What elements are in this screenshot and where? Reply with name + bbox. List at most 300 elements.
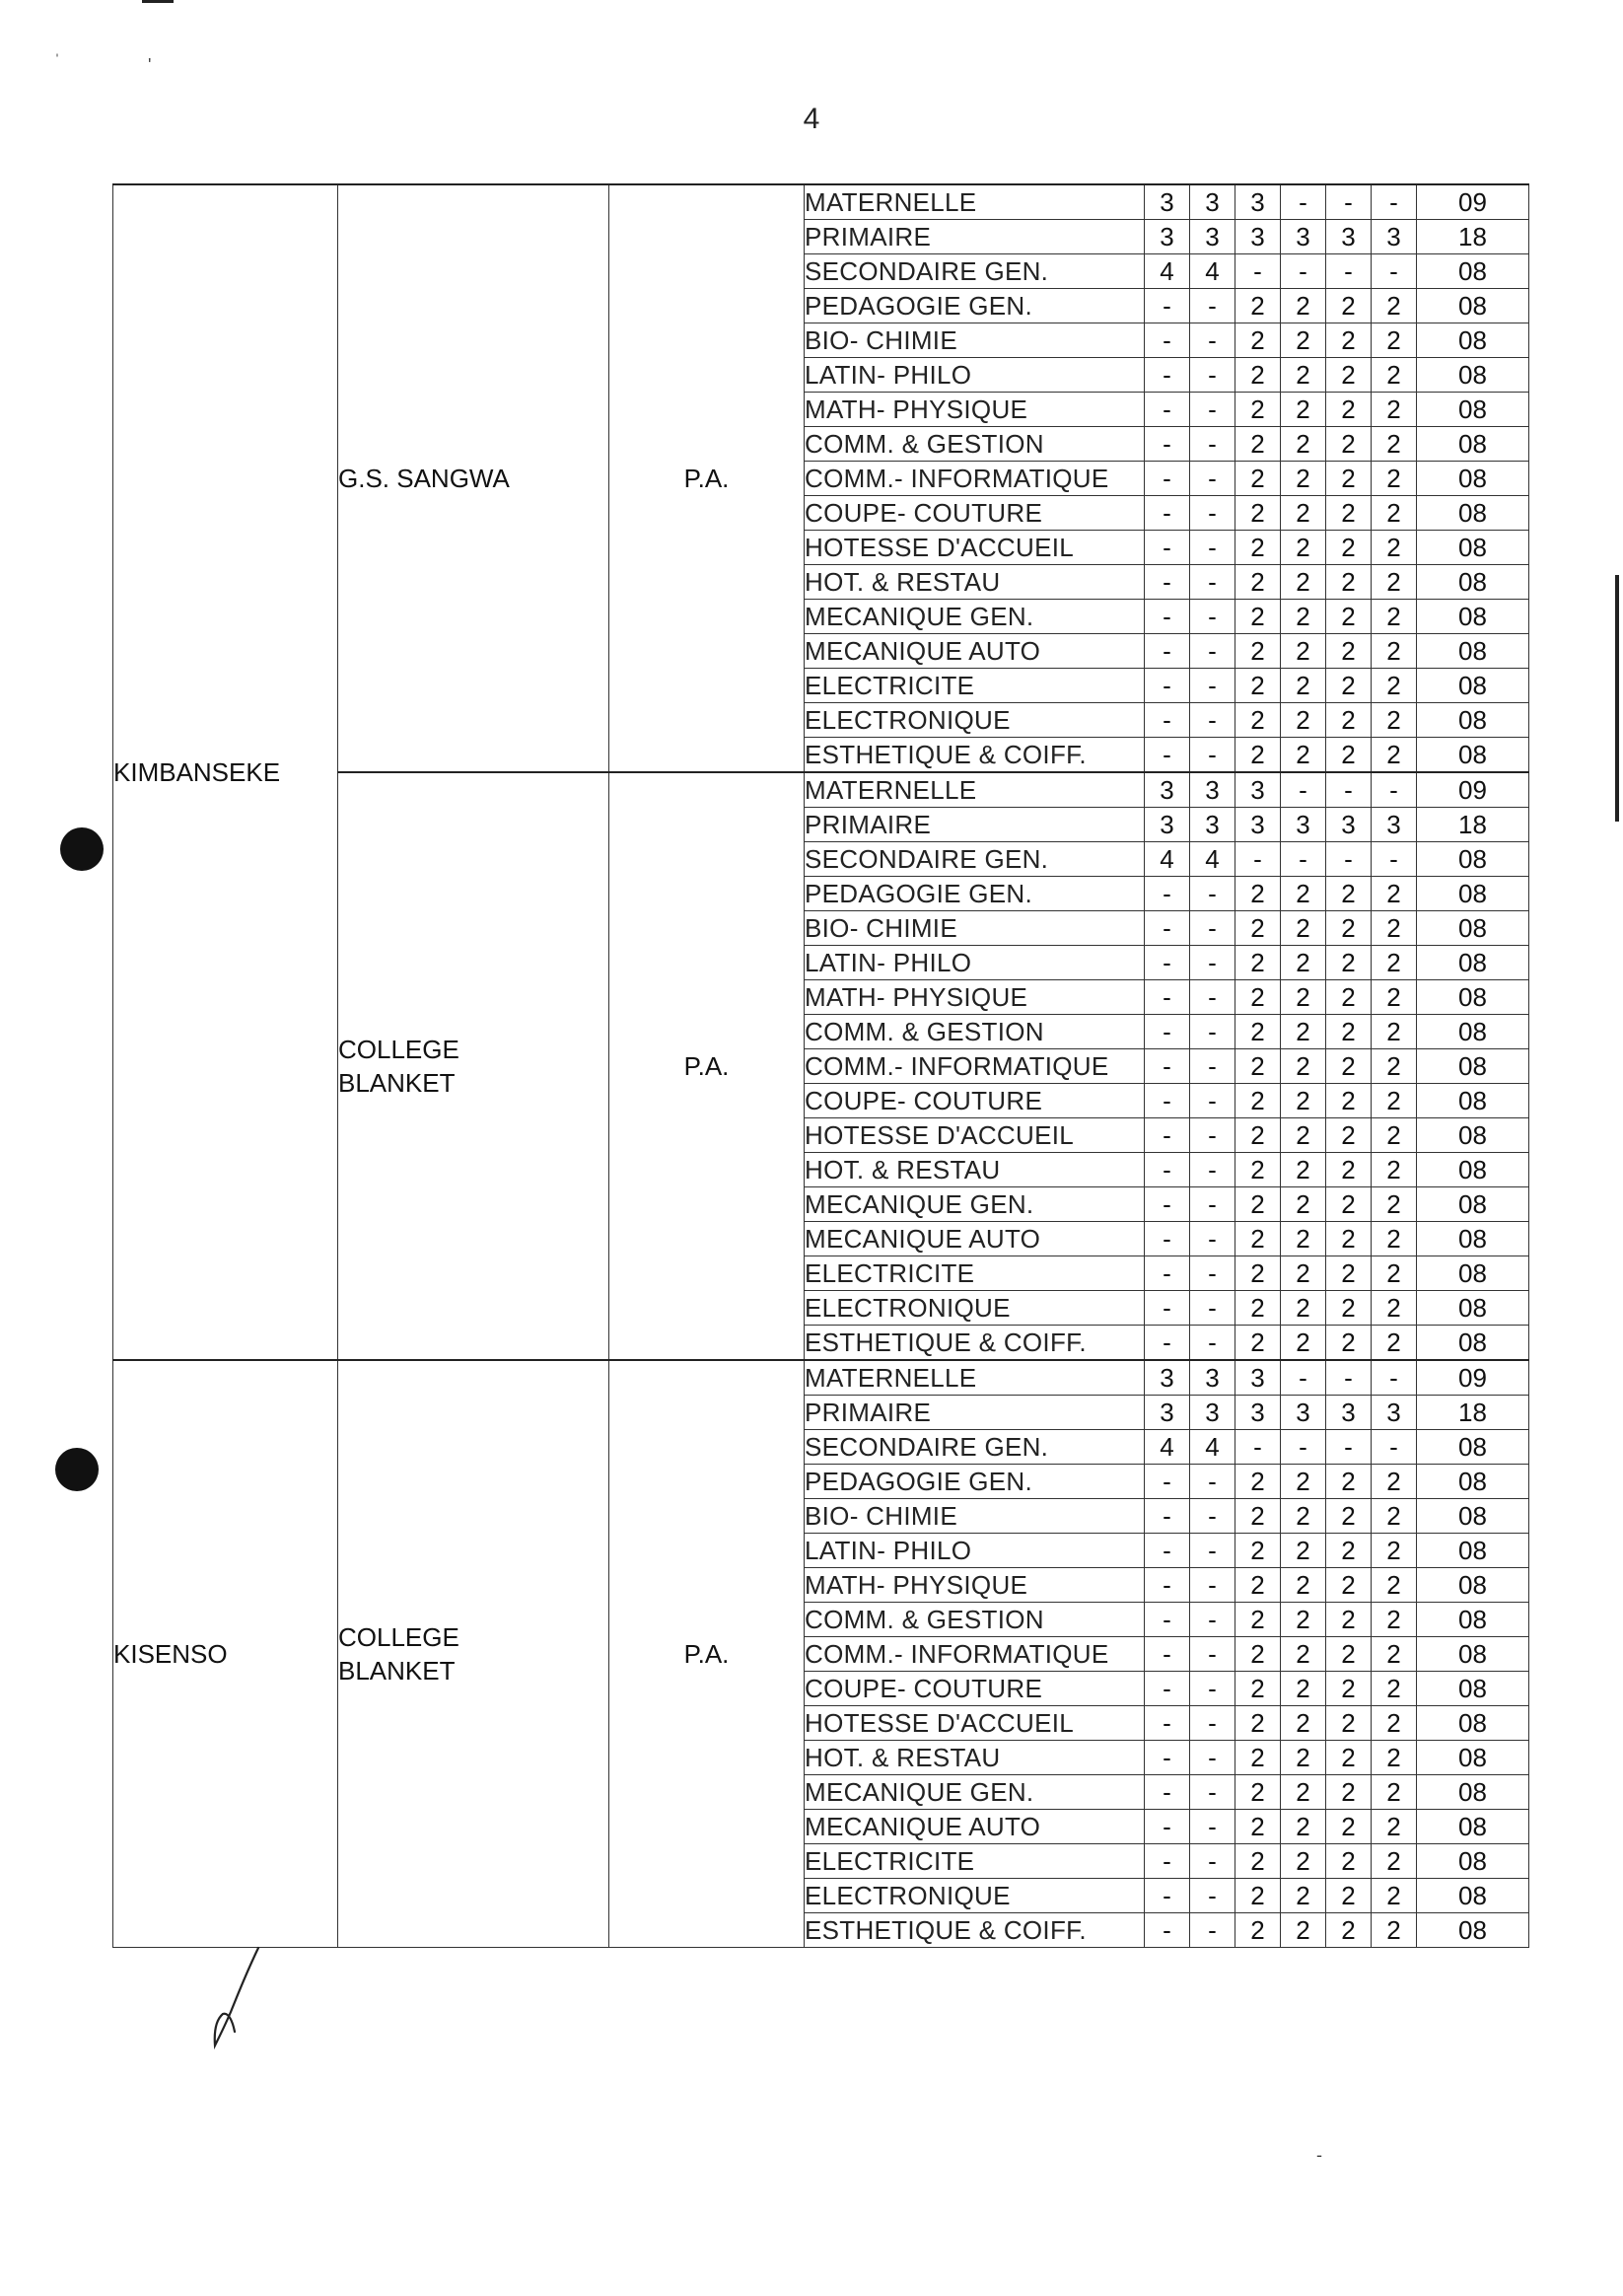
class-count-cell: 3 bbox=[1281, 1396, 1326, 1430]
class-count-cell: 2 bbox=[1235, 877, 1281, 911]
class-count-cell: 2 bbox=[1372, 565, 1417, 600]
class-count-cell: - bbox=[1190, 1672, 1235, 1706]
class-count-cell: 4 bbox=[1190, 1430, 1235, 1465]
section-name: ELECTRICITE bbox=[805, 1256, 1145, 1291]
class-count-cell: 2 bbox=[1326, 1153, 1372, 1187]
class-count-cell: - bbox=[1372, 184, 1417, 220]
class-count-cell: 3 bbox=[1190, 220, 1235, 254]
class-count-cell: 2 bbox=[1281, 1499, 1326, 1534]
class-count-cell: 2 bbox=[1326, 1879, 1372, 1913]
class-count-cell: 2 bbox=[1235, 946, 1281, 980]
class-count-cell: 3 bbox=[1190, 1396, 1235, 1430]
section-name: COUPE- COUTURE bbox=[805, 1084, 1145, 1118]
class-count-cell: 2 bbox=[1326, 1603, 1372, 1637]
class-count-cell: 2 bbox=[1281, 1672, 1326, 1706]
class-count-cell: - bbox=[1190, 565, 1235, 600]
class-count-cell: 2 bbox=[1281, 1187, 1326, 1222]
class-count-cell: 3 bbox=[1372, 808, 1417, 842]
page-number: 4 bbox=[803, 103, 820, 135]
class-count-cell: 2 bbox=[1326, 1015, 1372, 1049]
section-name: COMM. & GESTION bbox=[805, 1015, 1145, 1049]
class-count-cell: 4 bbox=[1145, 842, 1190, 877]
class-count-cell: 2 bbox=[1281, 980, 1326, 1015]
school-name-line1: COLLEGE bbox=[338, 1035, 459, 1064]
class-count-cell: - bbox=[1145, 1153, 1190, 1187]
total-cell: 08 bbox=[1417, 1913, 1529, 1948]
section-name: COMM. & GESTION bbox=[805, 427, 1145, 462]
class-count-cell: 2 bbox=[1281, 496, 1326, 531]
class-count-cell: - bbox=[1190, 1568, 1235, 1603]
class-count-cell: - bbox=[1190, 600, 1235, 634]
total-cell: 08 bbox=[1417, 911, 1529, 946]
total-cell: 08 bbox=[1417, 1810, 1529, 1844]
section-name: PRIMAIRE bbox=[805, 1396, 1145, 1430]
class-count-cell: 2 bbox=[1326, 358, 1372, 393]
class-count-cell: 2 bbox=[1235, 289, 1281, 323]
class-count-cell: 2 bbox=[1235, 1568, 1281, 1603]
section-name: MECANIQUE GEN. bbox=[805, 600, 1145, 634]
class-count-cell: 2 bbox=[1281, 1465, 1326, 1499]
regime-cell: P.A. bbox=[609, 184, 805, 772]
class-count-cell: 2 bbox=[1326, 980, 1372, 1015]
total-cell: 18 bbox=[1417, 220, 1529, 254]
section-name: LATIN- PHILO bbox=[805, 358, 1145, 393]
total-cell: 09 bbox=[1417, 1360, 1529, 1396]
class-count-cell: 2 bbox=[1281, 1741, 1326, 1775]
class-count-cell: 2 bbox=[1281, 1222, 1326, 1256]
class-count-cell: 2 bbox=[1372, 1326, 1417, 1361]
class-count-cell: 2 bbox=[1372, 496, 1417, 531]
class-count-cell: 2 bbox=[1235, 462, 1281, 496]
class-count-cell: 3 bbox=[1281, 808, 1326, 842]
class-count-cell: 2 bbox=[1372, 1775, 1417, 1810]
total-cell: 08 bbox=[1417, 1187, 1529, 1222]
class-count-cell: - bbox=[1372, 1430, 1417, 1465]
class-count-cell: 2 bbox=[1235, 1153, 1281, 1187]
class-count-cell: - bbox=[1190, 877, 1235, 911]
class-count-cell: 2 bbox=[1372, 1706, 1417, 1741]
class-count-cell: - bbox=[1372, 254, 1417, 289]
school-cell bbox=[338, 184, 609, 772]
class-count-cell: - bbox=[1145, 462, 1190, 496]
total-cell: 08 bbox=[1417, 669, 1529, 703]
section-name: COUPE- COUTURE bbox=[805, 1672, 1145, 1706]
class-count-cell: - bbox=[1326, 254, 1372, 289]
class-count-cell: 2 bbox=[1372, 323, 1417, 358]
class-count-cell: - bbox=[1190, 1844, 1235, 1879]
total-cell: 08 bbox=[1417, 980, 1529, 1015]
class-count-cell: 2 bbox=[1372, 1049, 1417, 1084]
class-count-cell: 2 bbox=[1281, 946, 1326, 980]
class-count-cell: 3 bbox=[1326, 808, 1372, 842]
school-cell bbox=[338, 772, 609, 1360]
class-count-cell: - bbox=[1190, 358, 1235, 393]
section-name: SECONDAIRE GEN. bbox=[805, 254, 1145, 289]
section-name: HOTESSE D'ACCUEIL bbox=[805, 1706, 1145, 1741]
total-cell: 08 bbox=[1417, 1741, 1529, 1775]
class-count-cell: 2 bbox=[1235, 703, 1281, 738]
class-count-cell: - bbox=[1145, 1291, 1190, 1326]
section-name: ESTHETIQUE & COIFF. bbox=[805, 1326, 1145, 1361]
total-cell: 08 bbox=[1417, 1222, 1529, 1256]
class-count-cell: 2 bbox=[1372, 1603, 1417, 1637]
total-cell: 08 bbox=[1417, 1879, 1529, 1913]
section-name: ELECTRONIQUE bbox=[805, 1291, 1145, 1326]
class-count-cell: - bbox=[1145, 911, 1190, 946]
regime-cell: P.A. bbox=[609, 772, 805, 1360]
class-count-cell: - bbox=[1372, 842, 1417, 877]
class-count-cell: 3 bbox=[1281, 220, 1326, 254]
class-count-cell: 2 bbox=[1235, 565, 1281, 600]
class-count-cell: - bbox=[1190, 1810, 1235, 1844]
class-count-cell: 2 bbox=[1235, 1810, 1281, 1844]
total-cell: 08 bbox=[1417, 1499, 1529, 1534]
class-count-cell: 2 bbox=[1326, 1465, 1372, 1499]
class-count-cell: 2 bbox=[1235, 1741, 1281, 1775]
total-cell: 08 bbox=[1417, 1844, 1529, 1879]
class-count-cell: 2 bbox=[1372, 1637, 1417, 1672]
total-cell: 08 bbox=[1417, 496, 1529, 531]
class-count-cell: 2 bbox=[1281, 289, 1326, 323]
section-name: MECANIQUE AUTO bbox=[805, 1810, 1145, 1844]
section-name: PEDAGOGIE GEN. bbox=[805, 877, 1145, 911]
class-count-cell: - bbox=[1145, 669, 1190, 703]
class-count-cell: 2 bbox=[1372, 980, 1417, 1015]
section-name: PEDAGOGIE GEN. bbox=[805, 1465, 1145, 1499]
total-cell: 08 bbox=[1417, 289, 1529, 323]
class-count-cell: 2 bbox=[1235, 1015, 1281, 1049]
total-cell: 08 bbox=[1417, 703, 1529, 738]
class-count-cell: 2 bbox=[1235, 1637, 1281, 1672]
school-name-line2: BLANKET bbox=[338, 1068, 456, 1098]
class-count-cell: 2 bbox=[1372, 462, 1417, 496]
class-count-cell: - bbox=[1190, 531, 1235, 565]
class-count-cell: 2 bbox=[1281, 323, 1326, 358]
class-count-cell: 2 bbox=[1372, 1810, 1417, 1844]
class-count-cell: - bbox=[1145, 1844, 1190, 1879]
class-count-cell: 3 bbox=[1190, 1360, 1235, 1396]
class-count-cell: - bbox=[1145, 634, 1190, 669]
class-count-cell: 3 bbox=[1190, 772, 1235, 808]
section-name: ELECTRONIQUE bbox=[805, 1879, 1145, 1913]
section-name: ELECTRICITE bbox=[805, 669, 1145, 703]
class-count-cell: 2 bbox=[1281, 565, 1326, 600]
class-count-cell: - bbox=[1145, 358, 1190, 393]
section-name: PRIMAIRE bbox=[805, 220, 1145, 254]
scan-tick-left: ˈ bbox=[54, 51, 60, 71]
class-count-cell: 2 bbox=[1281, 1153, 1326, 1187]
total-cell: 08 bbox=[1417, 738, 1529, 773]
class-count-cell: 2 bbox=[1372, 600, 1417, 634]
class-count-cell: - bbox=[1190, 1291, 1235, 1326]
school-name-line1: G.S. SANGWA bbox=[338, 464, 510, 493]
class-count-cell: 2 bbox=[1326, 634, 1372, 669]
section-name: COMM.- INFORMATIQUE bbox=[805, 1049, 1145, 1084]
class-count-cell: 2 bbox=[1326, 427, 1372, 462]
class-count-cell: - bbox=[1190, 1222, 1235, 1256]
class-count-cell: 2 bbox=[1281, 1568, 1326, 1603]
class-count-cell: 2 bbox=[1235, 323, 1281, 358]
section-name: HOT. & RESTAU bbox=[805, 565, 1145, 600]
class-count-cell: 3 bbox=[1145, 1360, 1190, 1396]
class-count-cell: - bbox=[1145, 323, 1190, 358]
section-name: COMM.- INFORMATIQUE bbox=[805, 1637, 1145, 1672]
class-count-cell: 2 bbox=[1372, 1913, 1417, 1948]
class-count-cell: - bbox=[1145, 1741, 1190, 1775]
class-count-cell: 2 bbox=[1235, 496, 1281, 531]
class-count-cell: - bbox=[1190, 1326, 1235, 1361]
class-count-cell: 4 bbox=[1145, 254, 1190, 289]
class-count-cell: 2 bbox=[1281, 1879, 1326, 1913]
class-count-cell: - bbox=[1145, 1534, 1190, 1568]
class-count-cell: - bbox=[1145, 877, 1190, 911]
class-count-cell: 2 bbox=[1326, 323, 1372, 358]
total-cell: 08 bbox=[1417, 254, 1529, 289]
class-count-cell: 2 bbox=[1372, 1844, 1417, 1879]
total-cell: 08 bbox=[1417, 1775, 1529, 1810]
class-count-cell: 2 bbox=[1326, 393, 1372, 427]
class-count-cell: 2 bbox=[1326, 669, 1372, 703]
class-count-cell: 2 bbox=[1326, 565, 1372, 600]
class-count-cell: - bbox=[1190, 738, 1235, 773]
class-count-cell: 2 bbox=[1281, 634, 1326, 669]
class-count-cell: 2 bbox=[1326, 1706, 1372, 1741]
class-count-cell: - bbox=[1190, 1913, 1235, 1948]
total-cell: 08 bbox=[1417, 1256, 1529, 1291]
total-cell: 09 bbox=[1417, 184, 1529, 220]
class-count-cell: 3 bbox=[1326, 1396, 1372, 1430]
class-count-cell: 4 bbox=[1145, 1430, 1190, 1465]
section-name: MATH- PHYSIQUE bbox=[805, 393, 1145, 427]
class-count-cell: 2 bbox=[1326, 1810, 1372, 1844]
total-cell: 08 bbox=[1417, 1603, 1529, 1637]
class-count-cell: 2 bbox=[1372, 1568, 1417, 1603]
section-name: SECONDAIRE GEN. bbox=[805, 1430, 1145, 1465]
section-name: HOT. & RESTAU bbox=[805, 1153, 1145, 1187]
class-count-cell: 4 bbox=[1190, 254, 1235, 289]
total-cell: 18 bbox=[1417, 808, 1529, 842]
total-cell: 08 bbox=[1417, 1706, 1529, 1741]
class-count-cell: 2 bbox=[1372, 1879, 1417, 1913]
class-count-cell: 3 bbox=[1145, 808, 1190, 842]
class-count-cell: 2 bbox=[1372, 1534, 1417, 1568]
class-count-cell: 2 bbox=[1326, 1741, 1372, 1775]
class-count-cell: 2 bbox=[1326, 1637, 1372, 1672]
class-count-cell: - bbox=[1190, 669, 1235, 703]
class-count-cell: - bbox=[1235, 254, 1281, 289]
class-count-cell: 2 bbox=[1326, 531, 1372, 565]
class-count-cell: 2 bbox=[1281, 1326, 1326, 1361]
class-count-cell: 2 bbox=[1281, 1084, 1326, 1118]
scan-mark-top bbox=[142, 0, 174, 3]
class-count-cell: 2 bbox=[1372, 289, 1417, 323]
class-count-cell: 2 bbox=[1281, 911, 1326, 946]
class-count-cell: 2 bbox=[1326, 911, 1372, 946]
class-count-cell: - bbox=[1145, 1256, 1190, 1291]
class-count-cell: - bbox=[1145, 496, 1190, 531]
class-count-cell: 3 bbox=[1190, 808, 1235, 842]
class-count-cell: - bbox=[1145, 1049, 1190, 1084]
class-count-cell: - bbox=[1145, 427, 1190, 462]
total-cell: 09 bbox=[1417, 772, 1529, 808]
class-count-cell: 2 bbox=[1326, 738, 1372, 773]
class-count-cell: 2 bbox=[1372, 358, 1417, 393]
class-count-cell: 2 bbox=[1326, 1775, 1372, 1810]
total-cell: 08 bbox=[1417, 323, 1529, 358]
section-name: ESTHETIQUE & COIFF. bbox=[805, 738, 1145, 773]
class-count-cell: 2 bbox=[1372, 703, 1417, 738]
class-count-cell: 2 bbox=[1372, 738, 1417, 773]
class-count-cell: 2 bbox=[1281, 1637, 1326, 1672]
class-count-cell: - bbox=[1145, 703, 1190, 738]
class-count-cell: - bbox=[1190, 1187, 1235, 1222]
class-count-cell: 3 bbox=[1235, 808, 1281, 842]
section-name: BIO- CHIMIE bbox=[805, 323, 1145, 358]
class-count-cell: 2 bbox=[1235, 1187, 1281, 1222]
class-count-cell: 2 bbox=[1281, 703, 1326, 738]
total-cell: 08 bbox=[1417, 1015, 1529, 1049]
class-count-cell: - bbox=[1190, 1741, 1235, 1775]
class-count-cell: - bbox=[1190, 946, 1235, 980]
class-count-cell: 2 bbox=[1372, 1084, 1417, 1118]
class-count-cell: 2 bbox=[1372, 1741, 1417, 1775]
class-count-cell: 3 bbox=[1372, 220, 1417, 254]
class-count-cell: 3 bbox=[1235, 1360, 1281, 1396]
class-count-cell: 3 bbox=[1235, 1396, 1281, 1430]
class-count-cell: 2 bbox=[1326, 496, 1372, 531]
class-count-cell: - bbox=[1190, 1775, 1235, 1810]
total-cell: 08 bbox=[1417, 1534, 1529, 1568]
class-count-cell: 2 bbox=[1281, 462, 1326, 496]
class-count-cell: 2 bbox=[1281, 1775, 1326, 1810]
section-name: PRIMAIRE bbox=[805, 808, 1145, 842]
class-count-cell: - bbox=[1145, 1637, 1190, 1672]
section-name: MATH- PHYSIQUE bbox=[805, 1568, 1145, 1603]
class-count-cell: 2 bbox=[1326, 703, 1372, 738]
class-count-cell: 3 bbox=[1145, 1396, 1190, 1430]
total-cell: 08 bbox=[1417, 1326, 1529, 1361]
total-cell: 08 bbox=[1417, 462, 1529, 496]
section-name: LATIN- PHILO bbox=[805, 1534, 1145, 1568]
class-count-cell: 2 bbox=[1372, 669, 1417, 703]
class-count-cell: 2 bbox=[1326, 946, 1372, 980]
class-count-cell: - bbox=[1145, 1775, 1190, 1810]
class-count-cell: 2 bbox=[1281, 738, 1326, 773]
class-count-cell: 2 bbox=[1326, 462, 1372, 496]
class-count-cell: - bbox=[1326, 1360, 1372, 1396]
class-count-cell: 2 bbox=[1235, 1672, 1281, 1706]
table-row bbox=[113, 184, 1529, 220]
section-name: COUPE- COUTURE bbox=[805, 496, 1145, 531]
class-count-cell: 2 bbox=[1235, 1118, 1281, 1153]
class-count-cell: - bbox=[1145, 1118, 1190, 1153]
class-count-cell: - bbox=[1145, 600, 1190, 634]
class-count-cell: 2 bbox=[1235, 738, 1281, 773]
class-count-cell: 2 bbox=[1235, 1084, 1281, 1118]
class-count-cell: 2 bbox=[1326, 1084, 1372, 1118]
class-count-cell: - bbox=[1281, 184, 1326, 220]
class-count-cell: - bbox=[1326, 772, 1372, 808]
class-count-cell: 2 bbox=[1372, 634, 1417, 669]
total-cell: 08 bbox=[1417, 877, 1529, 911]
class-count-cell: 2 bbox=[1326, 1499, 1372, 1534]
section-name: ELECTRONIQUE bbox=[805, 703, 1145, 738]
commune-cell: KISENSO bbox=[113, 1360, 338, 1948]
class-count-cell: 2 bbox=[1281, 1118, 1326, 1153]
class-count-cell: 2 bbox=[1372, 1672, 1417, 1706]
class-count-cell: 2 bbox=[1372, 911, 1417, 946]
class-count-cell: 2 bbox=[1235, 1291, 1281, 1326]
scan-edge-bar bbox=[1615, 575, 1619, 822]
class-count-cell: - bbox=[1281, 254, 1326, 289]
class-count-cell: 2 bbox=[1281, 1603, 1326, 1637]
class-count-cell: - bbox=[1326, 842, 1372, 877]
class-count-cell: - bbox=[1145, 289, 1190, 323]
class-count-cell: 3 bbox=[1235, 184, 1281, 220]
class-count-cell: 2 bbox=[1281, 1810, 1326, 1844]
class-count-cell: 2 bbox=[1372, 531, 1417, 565]
class-count-cell: 3 bbox=[1190, 184, 1235, 220]
total-cell: 08 bbox=[1417, 393, 1529, 427]
class-count-cell: 2 bbox=[1372, 427, 1417, 462]
class-count-cell: 3 bbox=[1145, 184, 1190, 220]
class-count-cell: 2 bbox=[1235, 980, 1281, 1015]
class-count-cell: - bbox=[1190, 1499, 1235, 1534]
class-count-cell: - bbox=[1190, 289, 1235, 323]
class-count-cell: 2 bbox=[1281, 1049, 1326, 1084]
total-cell: 08 bbox=[1417, 1637, 1529, 1672]
class-count-cell: - bbox=[1145, 1499, 1190, 1534]
class-count-cell: 2 bbox=[1281, 393, 1326, 427]
class-count-cell: - bbox=[1372, 772, 1417, 808]
class-count-cell: 2 bbox=[1281, 1256, 1326, 1291]
section-name: MATH- PHYSIQUE bbox=[805, 980, 1145, 1015]
class-count-cell: 2 bbox=[1326, 289, 1372, 323]
class-count-cell: - bbox=[1145, 1603, 1190, 1637]
total-cell: 08 bbox=[1417, 358, 1529, 393]
class-count-cell: 2 bbox=[1372, 877, 1417, 911]
class-count-cell: - bbox=[1190, 703, 1235, 738]
section-name: ELECTRICITE bbox=[805, 1844, 1145, 1879]
scan-tick-right: ' bbox=[148, 55, 152, 75]
section-name: ESTHETIQUE & COIFF. bbox=[805, 1913, 1145, 1948]
section-name: MECANIQUE AUTO bbox=[805, 1222, 1145, 1256]
class-count-cell: - bbox=[1145, 946, 1190, 980]
class-count-cell: 2 bbox=[1372, 1499, 1417, 1534]
section-name: HOTESSE D'ACCUEIL bbox=[805, 531, 1145, 565]
class-count-cell: 2 bbox=[1281, 427, 1326, 462]
class-count-cell: - bbox=[1190, 1637, 1235, 1672]
section-name: BIO- CHIMIE bbox=[805, 1499, 1145, 1534]
class-count-cell: - bbox=[1326, 184, 1372, 220]
section-name: COMM.- INFORMATIQUE bbox=[805, 462, 1145, 496]
total-cell: 08 bbox=[1417, 1672, 1529, 1706]
class-count-cell: - bbox=[1190, 1706, 1235, 1741]
class-count-cell: - bbox=[1190, 1015, 1235, 1049]
class-count-cell: 2 bbox=[1281, 1844, 1326, 1879]
regime-cell: P.A. bbox=[609, 1360, 805, 1948]
class-count-cell: - bbox=[1190, 911, 1235, 946]
class-count-cell: 2 bbox=[1235, 1706, 1281, 1741]
section-name: MATERNELLE bbox=[805, 1360, 1145, 1396]
class-count-cell: 2 bbox=[1235, 427, 1281, 462]
class-count-cell: - bbox=[1190, 1256, 1235, 1291]
total-cell: 08 bbox=[1417, 842, 1529, 877]
section-name: MECANIQUE GEN. bbox=[805, 1775, 1145, 1810]
class-count-cell: 3 bbox=[1372, 1396, 1417, 1430]
section-name: SECONDAIRE GEN. bbox=[805, 842, 1145, 877]
class-count-cell: 2 bbox=[1235, 1222, 1281, 1256]
